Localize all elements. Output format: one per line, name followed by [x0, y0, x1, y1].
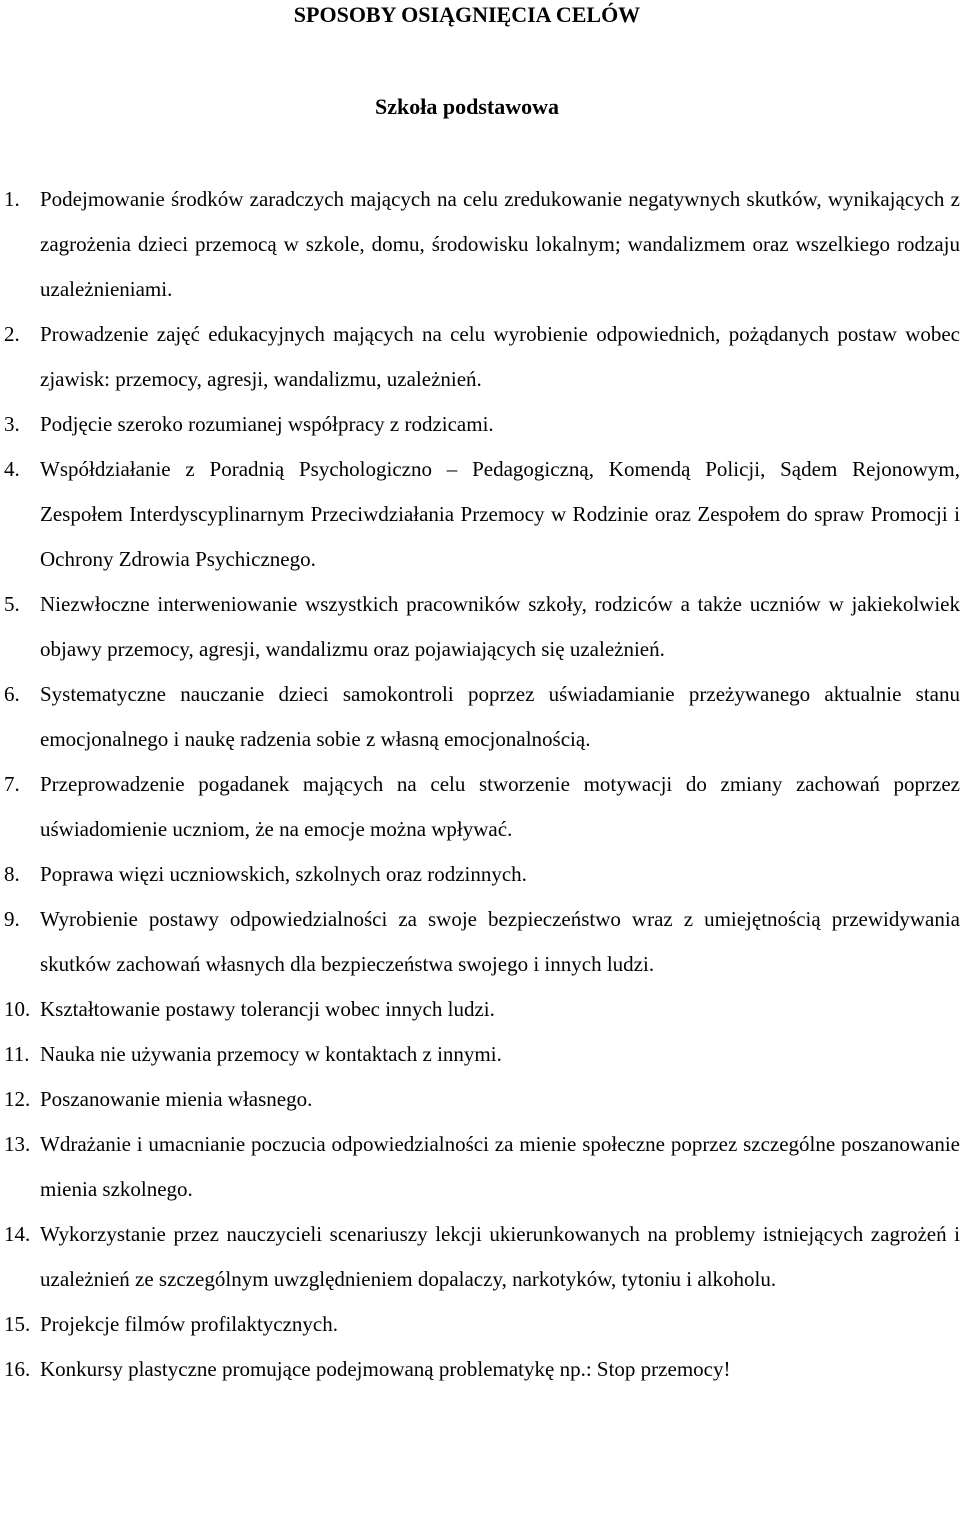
goals-list: [4, 177, 960, 1392]
item-text: Niezwłoczne interweniowanie wszystkich pracowników szkoły, rodziców a także uczniów w jakiekolwiek objawy przemocy, agresji, wandalizmu oraz pojawiających się uzależnień.: [40, 592, 960, 661]
item-number: 4.: [4, 457, 20, 481]
item-text: Kształtowanie postawy tolerancji wobec innych ludzi.: [40, 997, 495, 1021]
item-number: 10.: [4, 997, 31, 1021]
list-item: [4, 1122, 960, 1212]
document-subtitle: Szkoła podstawowa: [375, 94, 559, 119]
list-item: [4, 402, 960, 447]
list-item: [4, 1302, 960, 1347]
item-number: 12.: [4, 1087, 31, 1111]
document-title: SPOSOBY OSIĄGNIĘCIA CELÓW: [293, 2, 641, 27]
item-number: 16.: [4, 1357, 31, 1381]
item-number: 15.: [4, 1312, 31, 1336]
item-number: 11.: [4, 1042, 30, 1066]
item-text: Konkursy plastyczne promujące podejmowaną problematykę np.: Stop przemocy!: [40, 1357, 731, 1381]
item-text: Podjęcie szeroko rozumianej współpracy z rodzicami.: [40, 412, 494, 436]
item-text: Prowadzenie zajęć edukacyjnych mających na celu wyrobienie odpowiednich, pożądanych postaw wobec zjawisk: przemocy, agresji, wandalizmu, uzależnień.: [40, 322, 960, 391]
list-item: [4, 582, 960, 672]
list-item: [4, 1212, 960, 1302]
list-item: [4, 987, 960, 1032]
item-number: 1.: [4, 187, 20, 211]
list-item: [4, 897, 960, 987]
list-item: [4, 312, 960, 402]
item-text: Poszanowanie mienia własnego.: [40, 1087, 313, 1111]
item-number: 8.: [4, 862, 20, 886]
item-text: Projekcje filmów profilaktycznych.: [40, 1312, 338, 1336]
list-item: [4, 672, 960, 762]
list-item: [4, 1032, 960, 1077]
list-item: [4, 447, 960, 582]
item-number: 6.: [4, 682, 20, 706]
item-number: 3.: [4, 412, 20, 436]
item-text: Podejmowanie środków zaradczych mających na celu zredukowanie negatywnych skutków, wynikających z zagrożenia dzieci przemocą w szkole, domu, środowisku lokalnym; wandalizmem oraz wszelkiego rodzaju uzależnieniami.: [40, 187, 960, 301]
list-item: [4, 177, 960, 312]
item-text: Poprawa więzi uczniowskich, szkolnych oraz rodzinnych.: [40, 862, 527, 886]
list-item: [4, 762, 960, 852]
item-text: Systematyczne nauczanie dzieci samokontroli poprzez uświadamianie przeżywanego aktualnie stanu emocjonalnego i naukę radzenia sobie z własną emocjonalnością.: [40, 682, 960, 751]
list-item: [4, 852, 960, 897]
item-number: 13.: [4, 1132, 31, 1156]
item-number: 5.: [4, 592, 20, 616]
item-text: Przeprowadzenie pogadanek mających na celu stworzenie motywacji do zmiany zachowań poprzez uświadomienie uczniom, że na emocje można wpływać.: [40, 772, 960, 841]
list-item: [4, 1077, 960, 1122]
item-text: Wykorzystanie przez nauczycieli scenariuszy lekcji ukierunkowanych na problemy istniejących zagrożeń i uzależnień ze szczególnym uwzględnieniem dopalaczy, narkotyków, tytoniu i alkoholu.: [40, 1222, 960, 1291]
item-text: Wdrażanie i umacnianie poczucia odpowiedzialności za mienie społeczne poprzez szczególne poszanowanie mienia szkolnego.: [40, 1132, 960, 1201]
item-text: Współdziałanie z Poradnią Psychologiczno – Pedagogiczną, Komendą Policji, Sądem Rejonowym, Zespołem Interdyscyplinarnym Przeciwdziałania Przemocy w Rodzinie oraz Zespołem do spraw Promocji i Ochrony Zdrowia Psychicznego.: [40, 457, 960, 571]
item-text: Nauka nie używania przemocy w kontaktach z innymi.: [40, 1042, 502, 1066]
item-number: 7.: [4, 772, 20, 796]
item-text: Wyrobienie postawy odpowiedzialności za swoje bezpieczeństwo wraz z umiejętnością przewidywania skutków zachowań własnych dla bezpieczeństwa swojego i innych ludzi.: [40, 907, 960, 976]
item-number: 14.: [4, 1222, 31, 1246]
list-item: [4, 1347, 960, 1392]
item-number: 9.: [4, 907, 20, 931]
item-number: 2.: [4, 322, 20, 346]
